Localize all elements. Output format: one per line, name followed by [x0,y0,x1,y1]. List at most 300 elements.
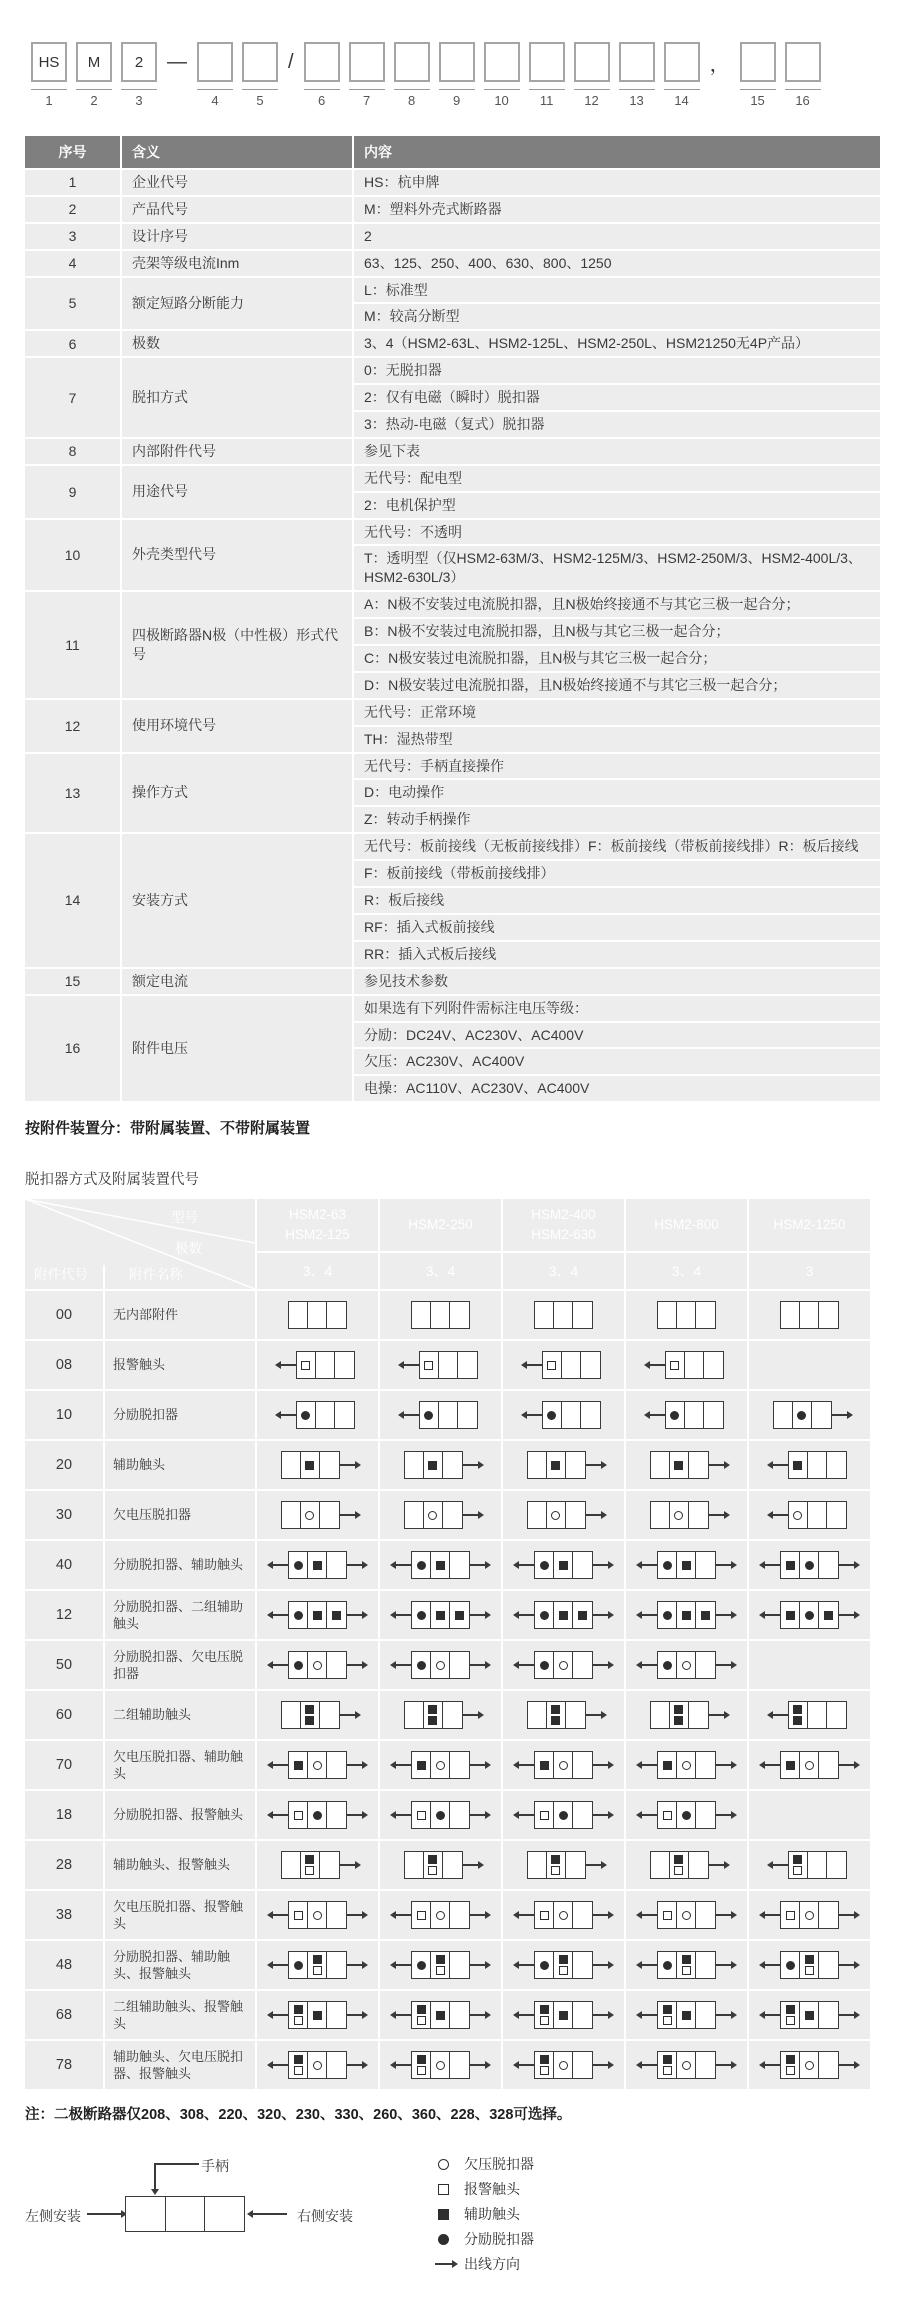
contact-box [288,1651,347,1679]
accessory-diagram [396,1751,485,1779]
right-mount-label: 右侧安装 [297,2208,353,2225]
code-position-number: 3 [121,89,157,108]
diagram-cell [257,1341,378,1389]
legend-item [433,2254,534,2274]
accessory-diagram [765,2051,854,2079]
shunt-release-symbol [294,1561,303,1570]
alarm-contact-symbol [305,1866,314,1875]
content-line: F：板前接线（带板前接线排） [354,861,880,886]
contact-cell [308,1302,327,1328]
outgoing-arrow-left [765,1964,780,1966]
diagram-cell [257,1941,378,1989]
contact-cell [327,1952,346,1978]
outgoing-arrow-left [650,1364,665,1366]
code-table-row [25,170,880,195]
contact-cell [412,1802,431,1828]
content-line: 2：电机保护型 [354,493,880,518]
contact-box [527,1851,586,1879]
auxiliary-contact-symbol [436,2011,445,2020]
diagram-cell [626,1341,747,1389]
contact-cell [651,1852,670,1878]
content-line: 分励：DC24V、AC230V、AC400V [354,1023,880,1048]
accessory-code-cell: 18 [25,1791,103,1839]
outgoing-arrow-right [463,1714,478,1716]
shunt-release-symbol [663,1661,672,1670]
outgoing-arrow-right [709,1864,724,1866]
contact-cell [677,1802,696,1828]
contact-cell [689,1852,708,1878]
accessory-diagram [281,1401,355,1429]
shunt-release-symbol [313,1811,322,1820]
auxiliary-contact-symbol [674,1716,683,1725]
contact-cell [424,1852,443,1878]
auxiliary-contact-symbol [805,1955,814,1964]
contact-cell [412,2052,431,2078]
row-number-cell: 14 [25,834,120,966]
code-table-row [25,520,880,591]
contact-cell [405,1452,424,1478]
diagram-cell [257,1841,378,1889]
alarm-contact-symbol [793,1866,802,1875]
contact-cell [704,1352,723,1378]
auxiliary-contact-symbol [793,1716,802,1725]
contact-box [411,1301,470,1329]
contact-cell [800,2002,819,2028]
outgoing-arrow-left [765,1764,780,1766]
outgoing-arrow-right [593,1564,608,1566]
contact-cell [658,1602,677,1628]
accessory-diagram [642,1601,731,1629]
legend-item [433,2204,534,2224]
contact-cell [581,1402,600,1428]
accessory-code-cell: 50 [25,1641,103,1689]
outgoing-arrow-right [586,1714,601,1716]
auxiliary-contact-symbol [663,1761,672,1770]
auxiliary-contact-symbol [540,2055,549,2064]
shunt-release-symbol [438,2234,449,2245]
contact-box [542,1401,601,1429]
diagram-cell [380,1491,501,1539]
alarm-contact-symbol [540,1911,549,1920]
contact-cell [289,2052,308,2078]
undervoltage-release-symbol [559,1761,568,1770]
contact-box [780,1551,839,1579]
header-cell-meaning: 含义 [122,136,352,168]
contact-cell [685,1352,704,1378]
contact-cell [800,1552,819,1578]
breaker-pole-cell [126,2197,166,2231]
content-cell [354,834,880,966]
corner-label-code: 附件代号 [34,1267,88,1283]
shunt-release-symbol [417,1661,426,1670]
diagram-cell [257,1441,378,1489]
content-line: Z：转动手柄操作 [354,807,880,832]
contact-cell [535,2002,554,2028]
shunt-release-symbol [294,1611,303,1620]
contact-cell [658,1652,677,1678]
poles-cell: 3、4 [257,1253,378,1289]
code-position [740,42,776,108]
alarm-contact-symbol [551,1866,560,1875]
accessory-diagram [765,1951,854,1979]
diagram-cell [749,1591,870,1639]
accessory-code-cell: 60 [25,1691,103,1739]
contact-box [657,1651,716,1679]
contact-cell [450,2002,469,2028]
contact-box [296,1351,355,1379]
header-cell-content: 内容 [354,136,880,168]
contact-cell [781,1902,800,1928]
model-name: HSM2-1250 [773,1217,846,1233]
accessory-name-cell: 欠电压脱扣器、辅助触头 [105,1741,255,1789]
outgoing-arrow-left [519,2064,534,2066]
contact-cell [800,1902,819,1928]
code-box [304,42,340,82]
contact-cell [431,1902,450,1928]
contact-cell [289,1302,308,1328]
contact-cell [696,1902,715,1928]
meaning-cell: 四极断路器N极（中性极）形式代号 [122,592,352,698]
contact-cell [800,1952,819,1978]
row-number-cell: 4 [25,251,120,276]
auxiliary-contact-symbol [313,2011,322,2020]
contact-cell [573,2002,592,2028]
contact-cell [696,1802,715,1828]
shunt-release-symbol [301,1411,310,1420]
contact-cell [443,1852,462,1878]
accessory-diagram [642,1901,731,1929]
code-position-number: 13 [619,89,655,108]
outgoing-arrow-right [470,1814,485,1816]
undervoltage-release-symbol [313,1661,322,1670]
alarm-contact-symbol [547,1361,556,1370]
contact-cell [658,1902,677,1928]
contact-box [296,1401,355,1429]
auxiliary-contact-symbol [438,2209,449,2220]
contact-cell [800,1602,819,1628]
contact-cell [450,1902,469,1928]
diagram-cell [503,1341,624,1389]
accessory-code-cell: 12 [25,1591,103,1639]
diagram-cell [626,1391,747,1439]
diagram-cell [257,2041,378,2089]
contact-cell [658,2052,677,2078]
contact-cell [573,1902,592,1928]
contact-cell [535,1802,554,1828]
contact-cell [781,2002,800,2028]
legend-label: 出线方向 [464,2256,520,2273]
outgoing-arrow-left [642,1764,657,1766]
auxiliary-contact-symbol [540,1761,549,1770]
contact-cell [554,1302,573,1328]
diagram-cell [380,1541,501,1589]
code-position-number: 9 [439,89,475,108]
code-position [664,42,700,108]
outgoing-arrow-right [593,2014,608,2016]
auxiliary-contact-symbol [674,1705,683,1714]
code-position [304,42,340,108]
contact-cell [554,1902,573,1928]
undervoltage-release-symbol [428,1511,437,1520]
contact-box [780,1601,839,1629]
outgoing-arrow-left [765,2064,780,2066]
outgoing-arrow-left [527,1414,542,1416]
contact-box [657,1551,716,1579]
outgoing-arrow-left [281,1364,296,1366]
accessory-name-cell: 辅助触头、欠电压脱扣器、报警触头 [105,2041,255,2089]
auxiliary-contact-symbol [540,2005,549,2014]
contact-cell [450,1302,469,1328]
poles-cell: 3、4 [503,1253,624,1289]
contact-cell [308,1652,327,1678]
contact-cell [658,1802,677,1828]
diagram-cell [503,2041,624,2089]
accessory-diagram [273,1601,362,1629]
breaker-box [125,2196,245,2232]
diagram-cell [503,1291,624,1339]
code-position-number: 16 [785,89,821,108]
contact-box [281,1851,340,1879]
undervoltage-release-symbol [793,1511,802,1520]
contact-cell [670,1452,689,1478]
legend-label: 欠压脱扣器 [464,2156,534,2173]
accessory-diagram [281,1701,355,1729]
shunt-release-symbol [540,1561,549,1570]
outgoing-arrow-right [347,2014,362,2016]
contact-cell [658,1752,677,1778]
diagram-cell [626,1641,747,1689]
code-table-row [25,278,880,330]
accessory-diagram [527,1351,601,1379]
accessory-diagram [650,1351,724,1379]
code-separator: — [167,50,187,73]
outgoing-arrow-right [470,1614,485,1616]
shunt-release-symbol [786,1961,795,1970]
code-box: HS [31,42,67,82]
code-position [785,42,821,108]
auxiliary-contact-symbol [428,1716,437,1725]
diagram-cell [257,1691,378,1739]
outgoing-arrow-left [273,1614,288,1616]
accessory-diagram [650,1701,724,1729]
undervoltage-release-symbol [559,1661,568,1670]
outgoing-arrow-left [396,1914,411,1916]
content-line: TH：湿热带型 [354,727,880,752]
contact-cell [554,2002,573,2028]
accessory-diagram [288,1301,347,1329]
contact-cell [308,1802,327,1828]
auxiliary-contact-symbol [294,2055,303,2064]
outgoing-arrow-right [470,1564,485,1566]
contact-cell [573,1552,592,1578]
outgoing-arrow-right [593,2064,608,2066]
contact-cell [685,1402,704,1428]
contact-cell [677,1902,696,1928]
outgoing-arrow-left [281,1414,296,1416]
outgoing-arrow-right [593,1614,608,1616]
shunt-release-symbol [417,1961,426,1970]
outgoing-arrow-left [273,2014,288,2016]
outgoing-arrow-left [396,1664,411,1666]
alarm-contact-symbol [663,2016,672,2025]
diagram-cell [503,1841,624,1889]
contact-cell [443,1452,462,1478]
auxiliary-contact-symbol [786,2055,795,2064]
outgoing-arrow-right [470,2014,485,2016]
contact-cell [443,1502,462,1528]
diagram-cell [257,1541,378,1589]
model-name: HSM2-800 [654,1217,719,1233]
accessory-diagram [642,2051,731,2079]
contact-box [281,1501,340,1529]
accessory-name-cell: 分励脱扣器、欠电压脱扣器 [105,1641,255,1689]
diagram-cell [626,1941,747,1989]
outgoing-arrow-left [273,1814,288,1816]
diagram-cell [626,2041,747,2089]
outgoing-arrow-left [765,1914,780,1916]
diagram-cell [380,1791,501,1839]
accessory-code-cell: 10 [25,1391,103,1439]
contact-box [419,1401,478,1429]
contact-cell [666,1352,685,1378]
alarm-contact-symbol [663,2066,672,2075]
contact-cell [819,2002,838,2028]
contact-box [527,1701,586,1729]
content-line: 无代号：不透明 [354,520,880,545]
contact-cell [774,1402,793,1428]
alarm-contact-symbol [663,1811,672,1820]
shunt-release-symbol [670,1411,679,1420]
accessory-diagram [527,1851,601,1879]
diagram-cell [749,1491,870,1539]
legend-item [433,2154,534,2174]
corner-column-divider [103,1265,105,1289]
alarm-contact-symbol [294,2016,303,2025]
content-cell [354,520,880,591]
contact-cell [327,1652,346,1678]
outgoing-arrow-right [839,1614,854,1616]
diagram-cell [749,1541,870,1589]
content-cell [354,278,880,330]
contact-cell [677,1602,696,1628]
outgoing-arrow-right [716,1964,731,1966]
code-box [439,42,475,82]
accessory-code-cell: 48 [25,1941,103,1989]
diagram-cell [380,1941,501,1989]
contact-cell [819,1902,838,1928]
contact-box [288,1901,347,1929]
contact-cell [651,1702,670,1728]
contact-box [404,1501,463,1529]
accessory-diagram [404,1351,478,1379]
contact-cell [282,1852,301,1878]
contact-cell [789,1852,808,1878]
auxiliary-contact-symbol [436,1955,445,1964]
contact-cell [781,1302,800,1328]
diagram-cell [503,1591,624,1639]
accessory-code-cell: 28 [25,1841,103,1889]
accessory-diagram [396,1551,485,1579]
shunt-release-symbol [424,1411,433,1420]
undervoltage-release-symbol [682,1661,691,1670]
contact-box [411,1951,470,1979]
auxiliary-contact-symbol [701,1611,710,1620]
code-box [619,42,655,82]
accessory-diagram [273,2001,362,2029]
left-mount-arrow [87,2213,121,2215]
shunt-release-symbol [417,1561,426,1570]
contact-box [411,1901,470,1929]
content-line: 63、125、250、400、630、800、1250 [354,251,880,276]
outgoing-arrow-right [716,2064,731,2066]
contact-cell [677,1302,696,1328]
outgoing-arrow-left [519,1914,534,1916]
contact-cell [535,1952,554,1978]
alarm-contact-symbol [682,1966,691,1975]
auxiliary-contact-symbol [428,1461,437,1470]
diagram-cell [749,2041,870,2089]
contact-cell [405,1702,424,1728]
shunt-release-symbol [559,1811,568,1820]
contact-cell [819,1952,838,1978]
accessory-name-cell: 辅助触头 [105,1441,255,1489]
contact-cell [431,2052,450,2078]
contact-box [534,1551,593,1579]
contact-box [534,2001,593,2029]
auxiliary-contact-symbol [551,1716,560,1725]
legend-symbol-wrap [433,2263,453,2265]
diagram-cell [257,1741,378,1789]
legend [433,2150,534,2274]
contact-cell [581,1352,600,1378]
row-number-cell: 3 [25,224,120,249]
contact-cell [800,1752,819,1778]
outgoing-arrow-right [463,1464,478,1466]
accessory-diagram [404,1851,478,1879]
auxiliary-contact-symbol [786,1561,795,1570]
content-cell [354,251,880,276]
shunt-release-symbol [436,1811,445,1820]
contact-cell [573,2052,592,2078]
contact-cell [566,1452,585,1478]
meaning-cell: 额定电流 [122,969,352,994]
undervoltage-release-symbol [313,2061,322,2070]
contact-cell [308,1752,327,1778]
contact-box [288,2001,347,2029]
auxiliary-contact-symbol [313,1955,322,1964]
contact-cell [282,1502,301,1528]
auxiliary-contact-symbol [559,1611,568,1620]
outgoing-arrow-left [404,1364,419,1366]
diagram-cell [503,1441,624,1489]
content-line: 0：无脱扣器 [354,358,880,383]
alarm-contact-symbol [805,1966,814,1975]
diagram-cell [749,1441,870,1489]
legend-symbol-wrap [433,2234,453,2245]
row-number-cell: 16 [25,996,120,1102]
outgoing-arrow-right [716,1564,731,1566]
accessory-diagram [642,1651,731,1679]
model-header [503,1199,624,1251]
outgoing-arrow-left [519,1564,534,1566]
legend-symbol-wrap [433,2184,453,2195]
outgoing-arrow-right [839,2014,854,2016]
content-cell [354,197,880,222]
content-cell [354,358,880,437]
accessory-table [25,1199,870,2089]
code-meaning-table [25,136,880,1101]
contact-cell [289,1752,308,1778]
